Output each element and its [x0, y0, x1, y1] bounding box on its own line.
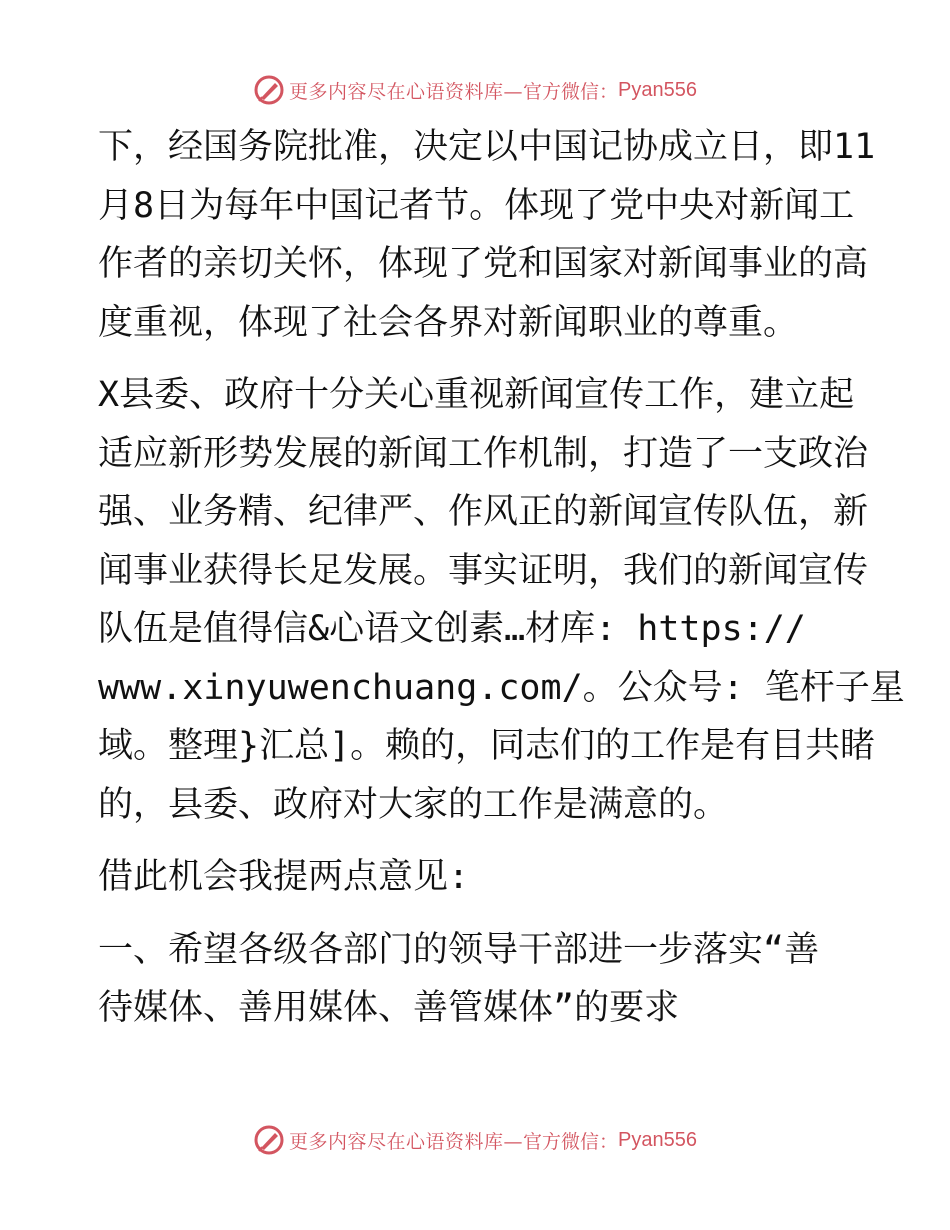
banner-wechat-id: Pyan556 [618, 78, 697, 101]
text-line: www.xinyuwenchuang.com/。公众号: 笔杆子星 [98, 667, 905, 708]
header-banner [0, 70, 950, 110]
text-line: 适应新形势发展的新闻工作机制，打造了一支政治 [98, 433, 869, 474]
paragraph-1 [98, 118, 876, 352]
paragraph-4 [98, 921, 868, 1038]
text-line: 月8日为每年中国记者节。体现了党中央对新闻工 [98, 185, 855, 226]
text-line: 作者的亲切关怀，体现了党和国家对新闻事业的高 [98, 244, 869, 284]
text-line: 借此机会我提两点意见: [98, 857, 470, 897]
text-line: 度重视，体现了社会各界对新闻职业的尊重。 [98, 302, 799, 343]
text-line: 域。整理}汇总]。赖的，同志们的工作是有目共睹 [98, 726, 876, 766]
paragraph-3 [98, 848, 868, 907]
banner-wechat-id: Pyan556 [618, 1128, 697, 1151]
text-line: 下，经国务院批准，决定以中国记协成立日，即11 [98, 127, 876, 167]
text-line: 强、业务精、纪律严、作风正的新闻宣传队伍，新 [98, 492, 869, 532]
quill-pen-logo-icon [253, 74, 285, 106]
text-line: 的，县委、政府对大家的工作是满意的。 [98, 784, 729, 825]
banner-promo-text: 更多内容尽在心语资料库— [289, 1130, 524, 1153]
text-line: X县委、政府十分关心重视新闻宣传工作，建立起 [98, 375, 855, 415]
text-line: 一、希望各级各部门的领导干部进一步落实“善 [98, 929, 820, 970]
document-body [98, 118, 905, 1038]
quill-pen-logo-icon [253, 1124, 285, 1156]
banner-wechat-label: 官方微信： [523, 1130, 619, 1153]
banner-wechat-label: 官方微信： [523, 80, 619, 103]
text-line: 待媒体、善用媒体、善管媒体”的要求 [98, 988, 680, 1028]
text-line: 队伍是值得信&心语文创素…材库: https:// [98, 609, 806, 649]
banner-promo-text: 更多内容尽在心语资料库— [289, 80, 524, 103]
paragraph-2 [98, 366, 905, 834]
text-line: 闻事业获得长足发展。事实证明，我们的新闻宣传 [98, 550, 869, 591]
footer-banner [0, 1120, 950, 1160]
